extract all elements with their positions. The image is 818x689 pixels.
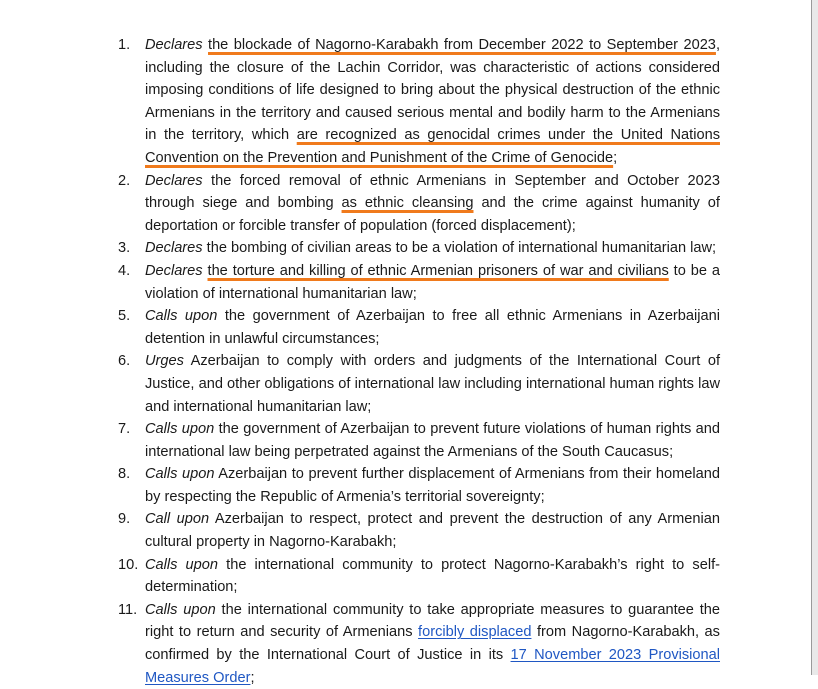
clause-text: ; <box>250 669 255 686</box>
clause-item <box>118 34 720 170</box>
clause-text: the forced removal of ethnic Armenians in September and October 2023 through siege and bombing <box>145 172 720 212</box>
clause-number: 6. <box>118 353 131 370</box>
clause-number: 11. <box>118 601 138 618</box>
clause-text: the international community to protect Nagorno-Karabakh’s right to self-determination; <box>145 556 720 596</box>
clause-item <box>118 305 720 350</box>
clause-operative-verb: Calls upon <box>145 466 215 483</box>
clause-item <box>118 554 720 599</box>
clause-operative-verb: Calls upon <box>145 421 215 438</box>
clause-item <box>118 418 720 463</box>
clause-text: the international community to take appropriate measures to guarantee the right to return and security of Armenians <box>145 601 720 641</box>
clause-operative-verb: Declares <box>145 262 203 279</box>
clause-text: ; <box>613 149 618 166</box>
clause-item <box>118 170 720 238</box>
clause-number: 9. <box>118 511 131 528</box>
clause-text: Azerbaijan to prevent further displacement of Armenians from their homeland by respecting the Republic of Armenia’s territorial sovereignty; <box>145 466 720 505</box>
clause-text: the government of Azerbaijan to free all ethnic Armenians in Azerbaijani detention in unlawful circumstances; <box>145 308 720 347</box>
clause-operative-verb: Calls upon <box>145 601 216 618</box>
clause-text: , including the closure of the Lachin Corridor, was characteristic of actions considered imposing conditions of life designed to bring about the physical destruction of the ethnic Armenians in the territory and caused serious mental and bodily harm to the Armenians in the territory, which <box>145 37 720 144</box>
clause-operative-verb: Urges <box>145 353 184 370</box>
document-body <box>118 34 720 689</box>
clause-number: 7. <box>118 421 131 438</box>
clause-item <box>118 237 720 260</box>
highlighted-phrase: are recognized as genocidal crimes under the United Nations Convention on the Prevention and Punishment of the Crime of Genocide <box>145 127 720 166</box>
clause-text: to be a violation of international humanitarian law; <box>145 262 720 302</box>
clause-text: the government of Azerbaijan to prevent future violations of human rights and international law being perpetrated against the Armenians of the South Caucasus; <box>145 421 720 460</box>
clause-text: from Nagorno-Karabakh, as confirmed by the International Court of Justice in its <box>145 624 720 664</box>
clause-number: 10. <box>118 556 139 573</box>
clause-operative-verb: Declares <box>145 240 203 257</box>
clause-item <box>118 463 720 508</box>
clause-number: 8. <box>118 466 131 483</box>
clause-operative-verb: Declares <box>145 37 203 53</box>
page-edge-shadow <box>812 0 818 675</box>
clause-operative-verb: Declares <box>145 172 203 189</box>
hyperlink[interactable]: 17 November 2023 Provisional Measures Order <box>145 647 720 686</box>
clause-operative-verb: Calls upon <box>145 308 218 325</box>
clause-number: 3. <box>118 240 131 257</box>
clause-item <box>118 350 720 418</box>
clause-operative-verb: Calls upon <box>145 556 219 573</box>
clause-number: 2. <box>118 172 131 189</box>
clause-text: the bombing of civilian areas to be a violation of international humanitarian law; <box>202 240 717 257</box>
hyperlink[interactable]: forcibly displaced <box>418 624 532 641</box>
page-right-edge <box>811 0 812 675</box>
clause-text: Azerbaijan to respect, protect and prevent the destruction of any Armenian cultural property in Nagorno-Karabakh; <box>145 511 720 551</box>
highlighted-phrase: the torture and killing of ethnic Armenian prisoners of war and civilians <box>207 262 669 279</box>
clause-number: 1. <box>118 37 131 53</box>
clause-text: and the crime against humanity of deportation or forcible transfer of population (forced displacement); <box>145 195 720 234</box>
resolution-clause-list <box>118 34 720 689</box>
clause-item <box>118 599 720 689</box>
clause-text: Azerbaijan to comply with orders and judgments of the International Court of Justice, and other obligations of international law including international human rights law and international humanitarian law; <box>145 353 720 415</box>
highlighted-phrase: as ethnic cleansing <box>341 195 474 212</box>
clause-operative-verb: Call upon <box>145 511 210 528</box>
clause-number: 4. <box>118 262 131 279</box>
highlighted-phrase: the blockade of Nagorno-Karabakh from December 2022 to September 2023 <box>208 37 716 53</box>
clause-item <box>118 260 720 305</box>
clause-number: 5. <box>118 308 131 325</box>
clause-item <box>118 508 720 553</box>
